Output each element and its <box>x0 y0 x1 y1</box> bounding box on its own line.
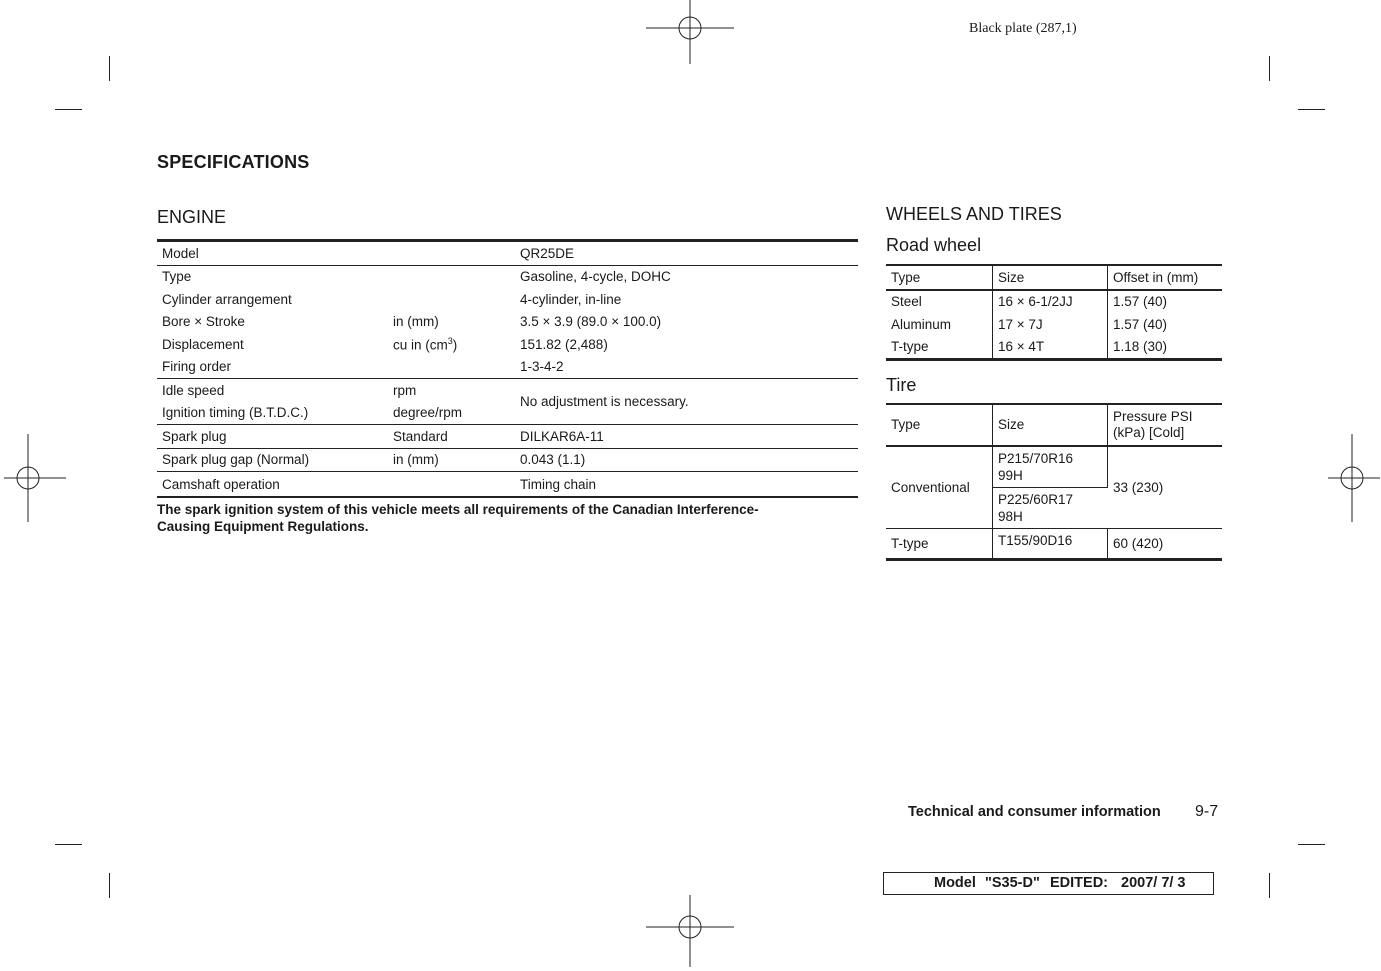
cell-unit <box>388 288 515 311</box>
header-pressure <box>1108 404 1223 446</box>
cell-unit <box>388 265 515 288</box>
page-title: SPECIFICATIONS <box>157 152 310 172</box>
cell-label: Bore × Stroke <box>162 314 245 330</box>
footer-section-title: Technical and consumer information <box>908 804 1161 820</box>
cell-pressure: 60 (420) <box>1108 529 1223 560</box>
table-row <box>886 446 1222 488</box>
header-size: Size <box>993 265 1108 290</box>
cell-size: 16 × 4T <box>993 336 1108 360</box>
tire-table <box>886 403 1222 561</box>
edited-value: 2007/ 7/ 3 <box>1121 875 1186 891</box>
cell-type: T-type <box>886 336 993 360</box>
cell-label: Ignition timing (B.T.D.C.) <box>157 402 388 425</box>
header-pressure-line1: Pressure PSI <box>1113 409 1193 424</box>
table-row <box>157 472 858 498</box>
table-row <box>886 529 1222 560</box>
cell-size <box>993 488 1108 529</box>
cell-unit: in (mm) <box>388 448 515 472</box>
wheels-heading: WHEELS AND TIRES <box>886 204 1062 224</box>
cell-unit: rpm <box>393 382 417 398</box>
table-row <box>886 336 1222 360</box>
cell-label: Idle speed <box>162 382 225 398</box>
table-row <box>157 425 858 449</box>
cell-value: 1-3-4-2 <box>515 356 858 379</box>
registration-mark-bottom <box>646 883 734 971</box>
cell-unit: degree/rpm <box>388 402 515 425</box>
table-row <box>157 448 858 472</box>
crop-mark-top-left-h <box>55 109 82 110</box>
cell-value: 0.043 (1.1) <box>515 448 858 472</box>
table-header-row <box>886 404 1222 446</box>
cell-value-merged: No adjustment is necessary. <box>515 379 858 425</box>
engine-table <box>157 239 858 498</box>
table-row <box>157 311 858 334</box>
engine-note <box>157 501 862 535</box>
table-row <box>157 333 858 356</box>
cell-offset: 1.57 (40) <box>1113 316 1168 332</box>
note-line: Causing Equipment Regulations. <box>157 519 369 534</box>
tire-heading: Tire <box>886 375 917 395</box>
model-label: Model <box>934 875 976 891</box>
size-line: 99H <box>998 468 1023 483</box>
edited-label: EDITED: <box>1050 875 1108 891</box>
cell-value: 151.82 (2,488) <box>520 336 608 352</box>
size-line: P225/60R17 <box>998 492 1074 507</box>
cell-value: 4-cylinder, in-line <box>520 291 622 307</box>
crop-mark-bottom-right-h <box>1298 844 1325 845</box>
crop-mark-bottom-left <box>109 873 110 898</box>
cell-label: Spark plug gap (Normal) <box>157 448 388 472</box>
cell-offset: 1.18 (30) <box>1113 339 1168 355</box>
cell-type: Aluminum <box>886 313 993 336</box>
table-row <box>157 379 858 402</box>
road-wheel-table <box>886 264 1222 361</box>
cell-size: T155/90D16 <box>993 529 1108 560</box>
unit-close: ) <box>452 337 458 353</box>
cell-size: 17 × 7J <box>993 313 1108 336</box>
note-line: The spark ignition system of this vehicle meets all requirements of the Canadian Interference- <box>157 502 759 517</box>
cell-label: Spark plug <box>157 425 388 449</box>
cell-type: Steel <box>886 290 993 314</box>
cell-label: Cylinder arrangement <box>162 291 292 307</box>
cell-unit <box>388 356 515 379</box>
cell-unit <box>388 333 515 356</box>
header-offset: Offset in (mm) <box>1108 265 1223 290</box>
unit-superscript: 3 <box>447 336 453 346</box>
cell-type: T-type <box>886 529 993 560</box>
model-edited-box <box>883 872 1214 895</box>
registration-mark-right <box>1308 434 1381 522</box>
cell-unit <box>388 472 515 498</box>
cell-label: Model <box>157 241 388 266</box>
cell-size: 16 × 6-1/2JJ <box>993 290 1108 314</box>
cell-type-conventional: Conventional <box>886 446 993 529</box>
header-type: Type <box>886 265 993 290</box>
size-line: 98H <box>998 509 1023 524</box>
crop-mark-top-right-h <box>1298 109 1325 110</box>
plate-label: Black plate (287,1) <box>969 21 1077 36</box>
cell-unit: in (mm) <box>393 314 439 330</box>
cell-label: Camshaft operation <box>162 476 280 492</box>
crop-mark-top-left <box>109 56 110 81</box>
size-line: P215/70R16 <box>998 451 1074 466</box>
table-row <box>157 241 858 266</box>
crop-mark-bottom-left-h <box>55 844 82 845</box>
engine-heading: ENGINE <box>157 207 227 227</box>
cell-value: Gasoline, 4-cycle, DOHC <box>520 269 671 285</box>
table-row <box>157 356 858 379</box>
table-row <box>886 313 1222 336</box>
registration-mark-left <box>0 434 72 522</box>
header-size: Size <box>993 404 1108 446</box>
crop-mark-top-right <box>1269 56 1270 81</box>
cell-label: Firing order <box>157 356 388 379</box>
page-number: 9-7 <box>1195 803 1219 820</box>
cell-size <box>993 446 1108 488</box>
table-row <box>157 265 858 288</box>
cell-pressure-conventional: 33 (230) <box>1113 480 1164 495</box>
unit-base: cu in (cm <box>393 337 448 353</box>
cell-unit <box>388 241 515 266</box>
cell-value: Timing chain <box>520 476 597 492</box>
cell-label: Type <box>162 269 192 285</box>
cell-value: DILKAR6A-11 <box>515 425 858 449</box>
cell-value: 3.5 × 3.9 (89.0 × 100.0) <box>520 314 662 330</box>
table-row <box>157 288 858 311</box>
model-value: "S35-D" <box>985 875 1040 891</box>
header-type: Type <box>886 404 993 446</box>
cell-value: QR25DE <box>515 241 858 266</box>
header-pressure-line2: (kPa) [Cold] <box>1113 425 1185 440</box>
table-row <box>886 290 1222 314</box>
table-header-row <box>886 265 1222 290</box>
cell-label: Displacement <box>162 336 244 352</box>
cell-offset: 1.57 (40) <box>1113 294 1168 310</box>
crop-mark-bottom-right <box>1269 873 1270 898</box>
cell-unit: Standard <box>388 425 515 449</box>
registration-mark-top <box>646 0 734 72</box>
road-wheel-heading: Road wheel <box>886 235 982 255</box>
